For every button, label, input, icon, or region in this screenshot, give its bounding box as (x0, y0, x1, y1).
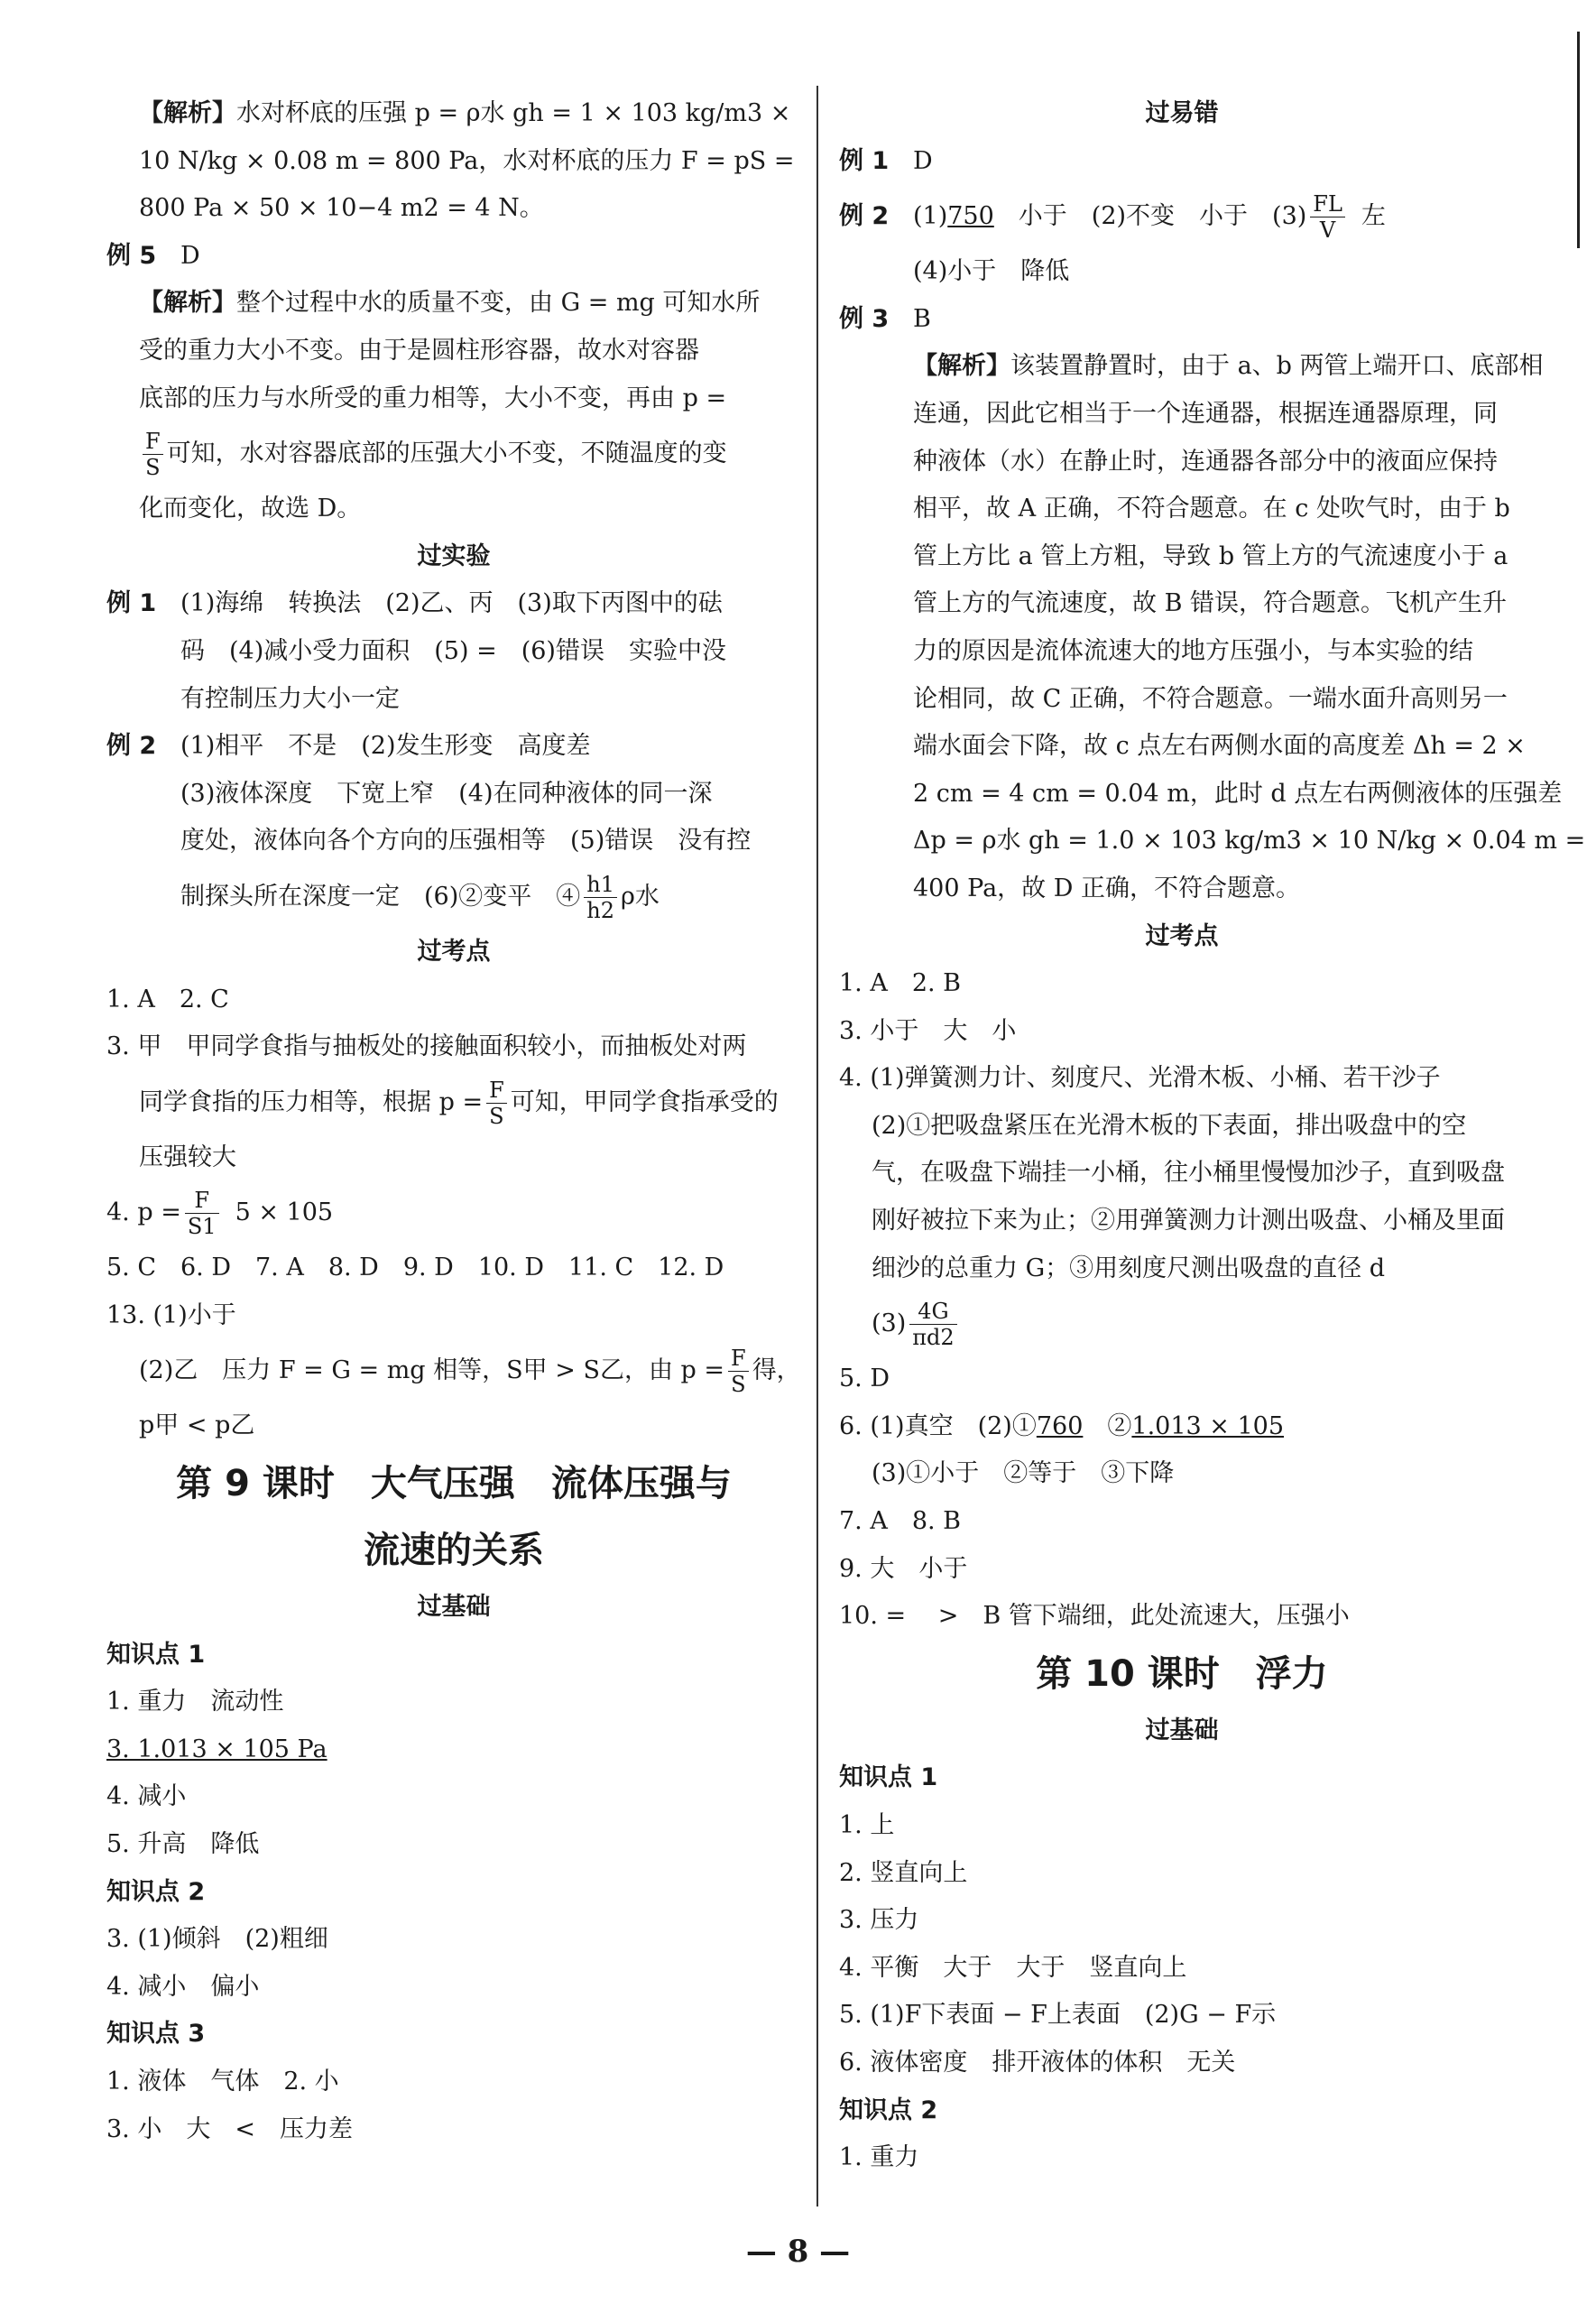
text-line: 度处，液体向各个方向的压强相等 (5)错误 没有控 (180, 827, 752, 856)
text: 同学食指的压力相等，根据 p = (139, 1087, 484, 1116)
example-label: 例 2 (839, 202, 890, 231)
analysis-line (106, 280, 801, 328)
text: (1)相平 不是 (2)发生形变 高度差 (180, 732, 591, 761)
text: 水对杯底的压强 p = ρ水 gh = 1 × 103 kg/m3 × (236, 99, 791, 127)
fraction: $\frac{F}{S1}$ (185, 1188, 219, 1239)
answer-line: (3)①小于 ②等于 ③下降 (872, 1459, 1175, 1488)
right-column (839, 90, 1586, 2182)
text-line: 管上方的气流速度，故 B 错误，符合题意。飞机产生升 (913, 589, 1508, 618)
answer-line: 刚好被拉下来为止；②用弹簧测力计测出吸盘、小桶及里面 (872, 1207, 1505, 1235)
knowledge-point: 知识点 3 (106, 2020, 206, 2049)
answer-line: 2. 竖直向上 (839, 1858, 968, 1887)
section-heading: 过易错 (1145, 99, 1219, 127)
answer-line (839, 1403, 1525, 1451)
example-label: 例 2 (106, 732, 157, 761)
section-heading: 过考点 (417, 937, 491, 966)
text-line: 管上方比 a 管上方粗，导致 b 管上方的气流速度小于 a (913, 541, 1508, 570)
answer: B (913, 304, 931, 333)
answer-line: 7. A 8. B (839, 1507, 962, 1536)
underlined-answer: 750 (947, 202, 994, 231)
text-line: 400 Pa，故 D 正确，不符合题意。 (913, 874, 1300, 902)
answer-line (106, 1339, 801, 1402)
underlined-answer: 1.013 × 105 (1131, 1411, 1285, 1440)
text-line (106, 865, 801, 929)
answer-line: 3. 压力 (839, 1906, 919, 1935)
answer-line (106, 1071, 801, 1134)
knowledge-point: 知识点 1 (106, 1640, 206, 1669)
text-line: 连通，因此它相当于一个连通器，根据连通器原理，同 (913, 399, 1498, 428)
answer-line: 压强较大 (139, 1143, 236, 1171)
lesson-title: 第 10 课时 浮力 (1036, 1652, 1328, 1695)
answer-line: 细沙的总重力 G；③用刻度尺测出吸盘的直径 d (872, 1254, 1386, 1282)
text: (1) (913, 202, 948, 231)
text: ② (1083, 1411, 1132, 1440)
answer-line: 5. D (839, 1365, 890, 1393)
section-heading: 过基础 (417, 1593, 491, 1622)
text: 制探头所在深度一定 (6)②变平 ④ (180, 882, 581, 911)
example-3 (839, 296, 1525, 344)
answer-line: 1. 重力 (839, 2143, 919, 2172)
text-line: (4)小于 降低 (913, 257, 1070, 286)
answer-line: 3. 小于 大 小 (839, 1016, 1017, 1045)
example-label: 例 1 (106, 589, 157, 618)
answer-line: 5. (1)F下表面 − F上表面 (2)G − F示 (839, 2001, 1277, 2030)
answer-line: 1. A 2. C (106, 985, 229, 1013)
answer-line: 1. A 2. B (839, 969, 962, 998)
text-line: 化而变化，故选 D。 (139, 495, 362, 523)
text-line: 相平，故 A 正确，不符合题意。在 c 处吹气时，由于 b (913, 495, 1510, 523)
analysis-label: 【解析】 (139, 99, 236, 127)
text-line: (3)液体深度 下宽上窄 (4)在同种液体的同一深 (180, 779, 713, 808)
fraction: $\frac{F}{S}$ (486, 1078, 507, 1129)
answer: D (180, 241, 200, 270)
text-line: 10 N/kg × 0.08 m = 800 Pa，水对杯底的压力 F = pS = (139, 146, 795, 175)
example-label: 例 5 (106, 241, 157, 270)
knowledge-point: 知识点 2 (106, 1877, 206, 1906)
answer-line: 10. = > B 管下端细，此处流速大，压强小 (839, 1602, 1350, 1631)
text: ρ水 (620, 882, 660, 911)
text-line: 端水面会下降，故 c 点左右两侧水面的高度差 Δh = 2 × (913, 732, 1526, 761)
answer-line: 4. 平衡 大于 大于 竖直向上 (839, 1953, 1187, 1982)
text: 可知，水对容器底部的压强大小不变，不随温度的变 (166, 439, 727, 468)
answer-line: 1. 液体 气体 2. 小 (106, 2068, 339, 2096)
answer-line: 4. (1)弹簧测力计、刻度尺、光滑木板、小桶、若干沙子 (839, 1064, 1441, 1093)
answer-line: 4. 减小 (106, 1782, 187, 1811)
answer-line: 3. 小 大 < 压力差 (106, 2114, 353, 2143)
text: (3) (872, 1309, 907, 1338)
knowledge-point: 知识点 2 (839, 2096, 938, 2124)
example-label: 例 3 (839, 304, 890, 333)
text-line: 有控制压力大小一定 (180, 684, 400, 713)
text: (1)海绵 转换法 (2)乙、丙 (3)取下丙图中的砝 (180, 589, 723, 618)
text-line: 力的原因是流体流速大的地方压强小，与本实验的结 (913, 636, 1473, 665)
page-number: — 8 — (745, 2234, 851, 2270)
example-1 (106, 580, 801, 628)
page-edge-line (1577, 32, 1580, 248)
fraction: $\frac{FL}{V}$ (1310, 191, 1345, 243)
lesson-title: 流速的关系 (364, 1530, 544, 1572)
text: 小于 (2)不变 小于 (3) (993, 202, 1307, 231)
text: (2)乙 压力 F = G = mg 相等，S甲 > S乙，由 p = (139, 1356, 725, 1385)
answer-line: 3. (1)倾斜 (2)粗细 (106, 1925, 328, 1954)
text: 整个过程中水的质量不变，由 G = mg 可知水所 (236, 289, 761, 318)
fraction: $\frac{h1}{h2}$ (584, 872, 617, 923)
knowledge-point: 知识点 1 (839, 1763, 938, 1792)
text-line: 码 (4)减小受力面积 (5) = (6)错误 实验中没 (180, 636, 726, 665)
answer-line: 1. 重力 流动性 (106, 1688, 284, 1716)
answer-line: 3. 甲 甲同学食指与抽板处的接触面积较小，而抽板处对两 (106, 1032, 747, 1061)
fraction: $\frac{F}{S}$ (143, 429, 163, 480)
answer-line: 9. 大 小于 (839, 1554, 968, 1583)
fraction: $\frac{4G}{\pi d2}$ (909, 1299, 956, 1350)
text: 3. 1.013 × 105 Pa (106, 1735, 328, 1763)
answer-line: 气，在吸盘下端挂一小桶，往小桶里慢慢加沙子，直到吸盘 (872, 1159, 1505, 1188)
answer: D (913, 146, 933, 175)
text-line (106, 422, 801, 486)
example-1 (839, 138, 1525, 186)
answer-line: (2)①把吸盘紧压在光滑木板的下表面，排出吸盘中的空 (872, 1111, 1467, 1140)
column-divider (816, 86, 818, 2207)
answer-line (839, 1292, 1525, 1355)
lesson-title: 第 9 课时 大气压强 流体压强与 (176, 1463, 732, 1505)
text: 4. p = (106, 1198, 181, 1227)
text: 可知，甲同学食指承受的 (510, 1087, 779, 1116)
underlined-answer: 760 (1036, 1411, 1084, 1440)
fraction: $\frac{F}{S}$ (728, 1346, 749, 1397)
text: 得， (752, 1356, 801, 1385)
answer-line (106, 1181, 801, 1244)
answer-line (106, 1726, 801, 1774)
example-2 (839, 185, 1525, 248)
left-column (106, 90, 801, 2153)
text: 左 (1361, 202, 1386, 231)
example-5 (106, 233, 801, 281)
analysis-label: 【解析】 (913, 352, 1010, 381)
text-line: 种液体（水）在静止时，连通器各部分中的液面应保持 (913, 447, 1498, 476)
text: 5 × 105 (235, 1198, 334, 1227)
analysis-line (839, 343, 1544, 391)
text: 该装置静置时，由于 a、b 两管上端开口、底部相 (1010, 352, 1544, 381)
text-line: 2 cm = 4 cm = 0.04 m，此时 d 点左右两侧液体的压强差 (913, 779, 1563, 808)
answer-line: 4. 减小 偏小 (106, 1972, 260, 2001)
answer-line: 6. 液体密度 排开液体的体积 无关 (839, 2048, 1236, 2077)
example-2 (106, 723, 801, 771)
section-heading: 过实验 (417, 541, 491, 570)
analysis-line (106, 90, 801, 138)
analysis-label: 【解析】 (139, 289, 236, 318)
answer-line: 1. 上 (839, 1811, 895, 1839)
text-line: 论相同，故 C 正确，不符合题意。一端水面升高则另一 (913, 684, 1508, 713)
section-heading: 过考点 (1145, 921, 1219, 950)
text-line: 受的重力大小不变。由于是圆柱形容器，故水对容器 (139, 336, 699, 365)
answer-line: p甲 < p乙 (139, 1411, 255, 1440)
answer-line: 5. 升高 降低 (106, 1830, 260, 1859)
answer-line: 13. (1)小于 (106, 1300, 236, 1329)
example-label: 例 1 (839, 146, 890, 175)
answer-line: 5. C 6. D 7. A 8. D 9. D 10. D 11. C 12. D (106, 1254, 724, 1282)
text: 6. (1)真空 (2)① (839, 1411, 1037, 1440)
text-line: Δp = ρ水 gh = 1.0 × 103 kg/m3 × 10 N/kg × 0.04 m = (913, 827, 1586, 856)
text-line: 底部的压力与水所受的重力相等，大小不变，再由 p = (139, 384, 727, 412)
text-line: 800 Pa × 50 × 10−4 m2 = 4 N。 (139, 194, 544, 223)
section-heading: 过基础 (1145, 1716, 1219, 1744)
